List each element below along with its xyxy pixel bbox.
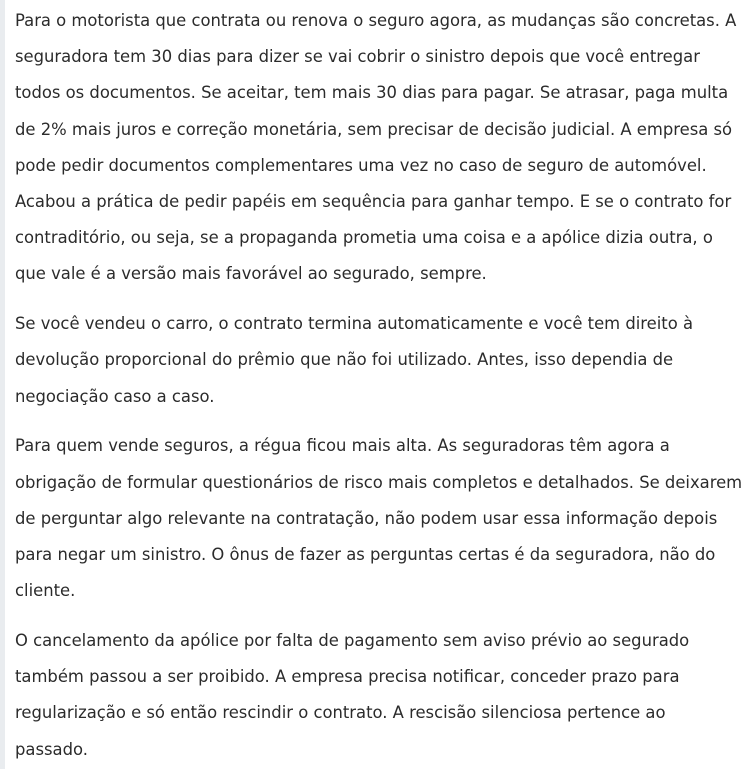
article-body bbox=[15, 3, 743, 768]
article-paragraph-4: O cancelamento da apólice por falta de pagamento sem aviso prévio ao segurado também passou a ser proibido. A empresa precisa notificar, conceder prazo para regularização e só então rescindir o contrato. A rescisão silenciosa pertence ao passado. bbox=[15, 631, 690, 759]
left-border bbox=[0, 0, 5, 769]
article-paragraph-3: Para quem vende seguros, a régua ficou mais alta. As seguradoras têm agora a obrigação de formular questionários de risco mais completos e detalhados. Se deixarem de perguntar algo relevante na contratação, não podem usar essa informação depois para negar um sinistro. O ônus de fazer as perguntas certas é da seguradora, não do cliente. bbox=[15, 436, 743, 601]
article-paragraph-2: Se você vendeu o carro, o contrato termina automaticamente e você tem direito à devolução proporcional do prêmio que não foi utilizado. Antes, isso dependia de negociação caso a caso. bbox=[15, 314, 694, 406]
article-paragraph-1: Para o motorista que contrata ou renova o seguro agora, as mudanças são concretas. A seguradora tem 30 dias para dizer se vai cobrir o sinistro depois que você entregar todos os documentos. Se aceitar, tem mais 30 dias para pagar. Se atrasar, paga multa de 2% mais juros e correção monetária, sem precisar de decisão judicial. A empresa só pode pedir documentos complementares uma vez no caso de seguro de automóvel. Acabou a prática de pedir papéis em sequência para ganhar tempo. E se o contrato for contraditório, ou seja, se a propaganda prometia uma coisa e a apólice dizia outra, o que vale é a versão mais favorável ao segurado, sempre. bbox=[15, 11, 737, 284]
